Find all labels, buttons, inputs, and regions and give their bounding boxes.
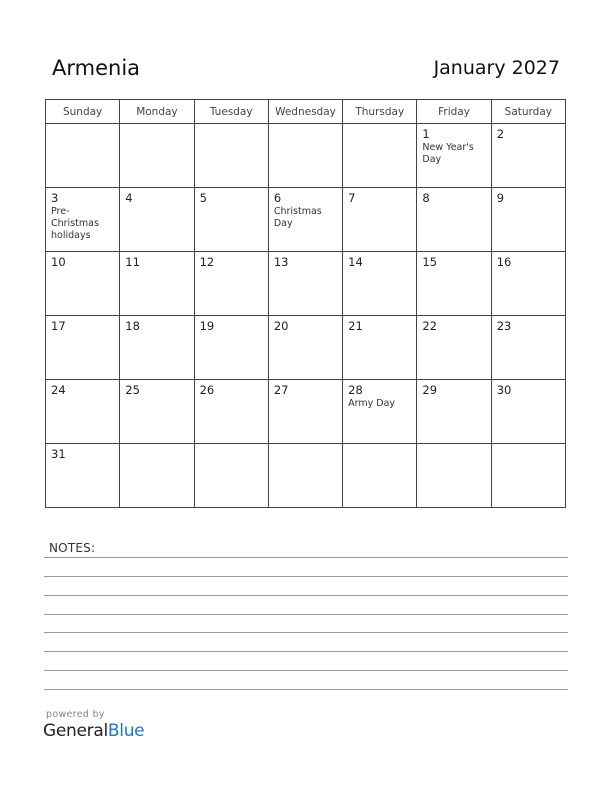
calendar-month-title: January 2027 bbox=[433, 57, 560, 79]
calendar-day-cell[interactable] bbox=[120, 444, 194, 508]
calendar-day-cell[interactable] bbox=[343, 252, 417, 316]
calendar-week-row bbox=[46, 444, 566, 508]
calendar-day-cell[interactable] bbox=[491, 124, 565, 188]
day-number: 21 bbox=[348, 319, 363, 333]
day-number: 13 bbox=[273, 255, 289, 269]
calendar-day-cell[interactable] bbox=[120, 188, 194, 252]
day-number: 6 bbox=[273, 191, 282, 205]
calendar-day-cell[interactable] bbox=[46, 316, 120, 380]
notes-line bbox=[44, 651, 568, 652]
calendar-grid bbox=[45, 99, 566, 508]
calendar-day-cell[interactable] bbox=[343, 316, 417, 380]
calendar-day-cell[interactable] bbox=[268, 124, 342, 188]
calendar-day-cell[interactable] bbox=[417, 124, 491, 188]
day-number: 3 bbox=[51, 191, 59, 205]
calendar-day-cell[interactable] bbox=[268, 252, 342, 316]
calendar-day-cell[interactable] bbox=[120, 316, 194, 380]
calendar-day-cell[interactable] bbox=[120, 380, 194, 444]
calendar-day-cell[interactable] bbox=[417, 380, 491, 444]
notes-line bbox=[44, 557, 568, 558]
calendar-day-cell[interactable] bbox=[343, 444, 417, 508]
powered-by-text: powered by bbox=[46, 709, 105, 720]
calendar-day-cell[interactable] bbox=[268, 316, 342, 380]
calendar-day-cell[interactable] bbox=[46, 252, 120, 316]
calendar-week-row bbox=[46, 380, 566, 444]
calendar-day-cell[interactable] bbox=[343, 380, 417, 444]
holiday-label: Army Day bbox=[348, 398, 396, 409]
calendar-day-cell[interactable] bbox=[417, 444, 491, 508]
day-number: 22 bbox=[422, 319, 438, 333]
day-number: 15 bbox=[422, 255, 438, 269]
day-number: 8 bbox=[422, 191, 430, 205]
day-number: 11 bbox=[125, 255, 140, 269]
calendar-week-row bbox=[46, 188, 566, 252]
calendar-week-row bbox=[46, 124, 566, 188]
calendar-week-row bbox=[46, 316, 566, 380]
weekday-header: Saturday bbox=[491, 100, 565, 124]
holiday-label: Christmas Day bbox=[273, 206, 322, 229]
notes-label: NOTES: bbox=[49, 541, 96, 555]
day-number: 29 bbox=[422, 383, 438, 397]
weekday-header: Friday bbox=[417, 100, 491, 124]
notes-line bbox=[44, 614, 568, 615]
calendar-day-cell[interactable] bbox=[268, 188, 342, 252]
calendar-day-cell[interactable] bbox=[46, 444, 120, 508]
day-number: 2 bbox=[496, 127, 505, 141]
calendar-day-cell[interactable] bbox=[417, 252, 491, 316]
calendar-day-cell[interactable] bbox=[491, 444, 565, 508]
day-number: 28 bbox=[348, 383, 363, 397]
day-number: 7 bbox=[348, 191, 356, 205]
weekday-header: Tuesday bbox=[194, 100, 268, 124]
calendar-day-cell[interactable] bbox=[491, 380, 565, 444]
weekday-header: Wednesday bbox=[268, 100, 342, 124]
calendar-day-cell[interactable] bbox=[268, 444, 342, 508]
day-number: 16 bbox=[496, 255, 512, 269]
calendar-week-row bbox=[46, 252, 566, 316]
calendar-day-cell[interactable] bbox=[194, 380, 268, 444]
day-number: 26 bbox=[199, 383, 215, 397]
calendar-day-cell[interactable] bbox=[194, 124, 268, 188]
day-number: 12 bbox=[199, 255, 215, 269]
holiday-label: Pre-Christmas holidays bbox=[51, 206, 99, 241]
day-number: 5 bbox=[199, 191, 207, 205]
calendar-day-cell[interactable] bbox=[46, 380, 120, 444]
day-number: 20 bbox=[273, 319, 289, 333]
calendar-day-cell[interactable] bbox=[417, 188, 491, 252]
day-number: 25 bbox=[125, 383, 140, 397]
notes-line bbox=[44, 670, 568, 671]
calendar-day-cell[interactable] bbox=[268, 380, 342, 444]
day-number: 17 bbox=[51, 319, 66, 333]
holiday-label: New Year's Day bbox=[422, 142, 474, 165]
calendar-day-cell[interactable] bbox=[417, 316, 491, 380]
calendar-day-cell[interactable] bbox=[120, 124, 194, 188]
calendar-day-cell[interactable] bbox=[194, 444, 268, 508]
brand-logo[interactable] bbox=[43, 721, 144, 741]
day-number: 14 bbox=[348, 255, 363, 269]
day-number: 24 bbox=[51, 383, 66, 397]
calendar-day-cell[interactable] bbox=[194, 252, 268, 316]
calendar-day-cell[interactable] bbox=[491, 252, 565, 316]
day-number: 27 bbox=[273, 383, 289, 397]
calendar-day-cell[interactable] bbox=[46, 188, 120, 252]
notes-line bbox=[44, 576, 568, 577]
weekday-header: Thursday bbox=[343, 100, 417, 124]
day-number: 30 bbox=[496, 383, 512, 397]
day-number: 23 bbox=[496, 319, 512, 333]
notes-line bbox=[44, 595, 568, 596]
calendar-day-cell[interactable] bbox=[491, 316, 565, 380]
brand-blue: Blue bbox=[107, 721, 145, 741]
calendar-country-title: Armenia bbox=[52, 56, 141, 80]
day-number: 18 bbox=[125, 319, 140, 333]
calendar-day-cell[interactable] bbox=[194, 188, 268, 252]
weekday-header: Monday bbox=[120, 100, 194, 124]
day-number: 1 bbox=[422, 127, 430, 141]
calendar-day-cell[interactable] bbox=[120, 252, 194, 316]
weekday-header: Sunday bbox=[46, 100, 120, 124]
day-number: 19 bbox=[199, 319, 215, 333]
calendar-day-cell[interactable] bbox=[343, 124, 417, 188]
notes-line bbox=[44, 689, 568, 690]
day-number: 31 bbox=[51, 447, 66, 461]
day-number: 4 bbox=[125, 191, 133, 205]
calendar-day-cell[interactable] bbox=[491, 188, 565, 252]
weekday-header-row bbox=[46, 100, 566, 124]
calendar-day-cell[interactable] bbox=[46, 124, 120, 188]
calendar-day-cell[interactable] bbox=[194, 316, 268, 380]
brand-general: General bbox=[43, 721, 108, 741]
day-number: 9 bbox=[496, 191, 505, 205]
calendar-day-cell[interactable] bbox=[343, 188, 417, 252]
day-number: 10 bbox=[51, 255, 66, 269]
notes-line bbox=[44, 632, 568, 633]
